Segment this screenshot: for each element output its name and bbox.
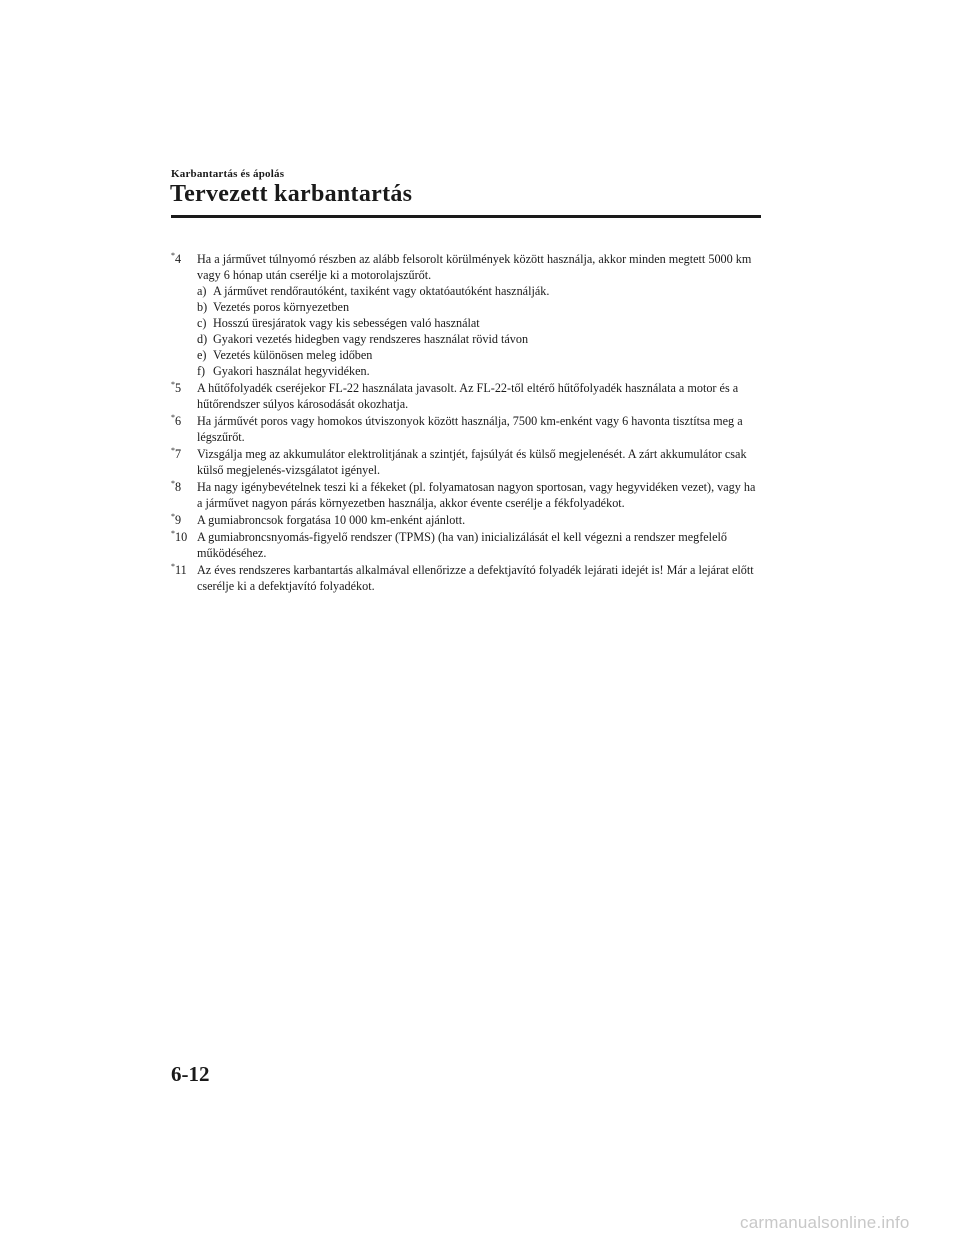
list-item: a) A járművet rendőrautóként, taxiként vagy oktatóautóként használják. bbox=[197, 284, 550, 298]
footnote-number: *8 bbox=[171, 479, 182, 494]
footnote-7 bbox=[171, 446, 761, 478]
title-divider bbox=[171, 215, 761, 218]
footnote-marker: * bbox=[171, 251, 175, 260]
footnote-text: A gumiabroncsok forgatása 10 000 km-enként ajánlott. bbox=[197, 513, 466, 527]
footnote-11 bbox=[171, 562, 761, 594]
list-item: f) Gyakori használat hegyvidéken. bbox=[197, 364, 370, 378]
list-item: e) Vezetés különösen meleg időben bbox=[197, 348, 373, 362]
footnote-text: Az éves rendszeres karbantartás alkalmával ellenőrizze a defektjavító folyadék lejárati idejét is! Már a lejárat előtt cserélje ki a defektjavító folyadékot. bbox=[197, 563, 754, 593]
section-label: Karbantartás és ápolás bbox=[171, 168, 285, 180]
footnote-number: *10 bbox=[171, 529, 188, 544]
list-item: b) Vezetés poros környezetben bbox=[197, 300, 350, 314]
footnote-text: Vizsgálja meg az akkumulátor elektrolitjának a szintjét, fajsúlyát és külső megjelenését. A zárt akkumulátor csak külső megjelenés-vizsgálatot igényel. bbox=[197, 447, 747, 477]
footnote-9 bbox=[171, 512, 761, 528]
footnote-8 bbox=[171, 479, 761, 511]
list-item: d) Gyakori vezetés hidegben vagy rendszeres használat rövid távon bbox=[197, 332, 529, 346]
footnote-number: *6 bbox=[171, 413, 182, 428]
condition-list bbox=[197, 283, 761, 379]
footnote-number: *11 bbox=[171, 562, 187, 577]
page-number: 6-12 bbox=[171, 1062, 210, 1086]
footnote-text: A hűtőfolyadék cseréjekor FL-22 használata javasolt. Az FL-22-től eltérő hűtőfolyadék használata a motor és a hűtőrendszer súlyos károsodását okozhatja. bbox=[197, 381, 739, 411]
footnote-text: A gumiabroncsnyomás-figyelő rendszer (TPMS) (ha van) inicializálását el kell végezni a rendszer megfelelő működéséhez. bbox=[197, 530, 727, 560]
footnote-text: Ha járművét poros vagy homokos útviszonyok között használja, 7500 km-enként vagy 6 havonta tisztítsa meg a légszűrőt. bbox=[197, 414, 743, 444]
footnote-number: *5 bbox=[171, 380, 182, 395]
footnote-4 bbox=[171, 251, 761, 379]
footnote-text: Ha a járművet túlnyomó részben az alább felsorolt körülmények között használja, akkor minden megtett 5000 km vagy 6 hónap után cserélje ki a motorolajszűrőt. bbox=[197, 252, 752, 282]
footnote-number: *9 bbox=[171, 512, 182, 527]
footnote-6 bbox=[171, 413, 761, 445]
footnotes-list bbox=[171, 251, 761, 595]
footnote-text: Ha nagy igénybevételnek teszi ki a fékeket (pl. folyamatosan nagyon sportosan, vagy hegyvidéken vezet), vagy ha a járművet nagyon párás környezetben használja, akkor évente cserélje a fékfolyadékot. bbox=[197, 480, 756, 510]
footnote-number: *7 bbox=[171, 446, 182, 461]
list-item: c) Hosszú üresjáratok vagy kis sebességen való használat bbox=[197, 316, 480, 330]
page-title: Tervezett karbantartás bbox=[170, 181, 413, 207]
footnote-10 bbox=[171, 529, 761, 561]
footnote-number: *4 bbox=[171, 251, 182, 266]
watermark[interactable]: carmanualsonline.info bbox=[740, 1213, 910, 1232]
footnote-5 bbox=[171, 380, 761, 412]
